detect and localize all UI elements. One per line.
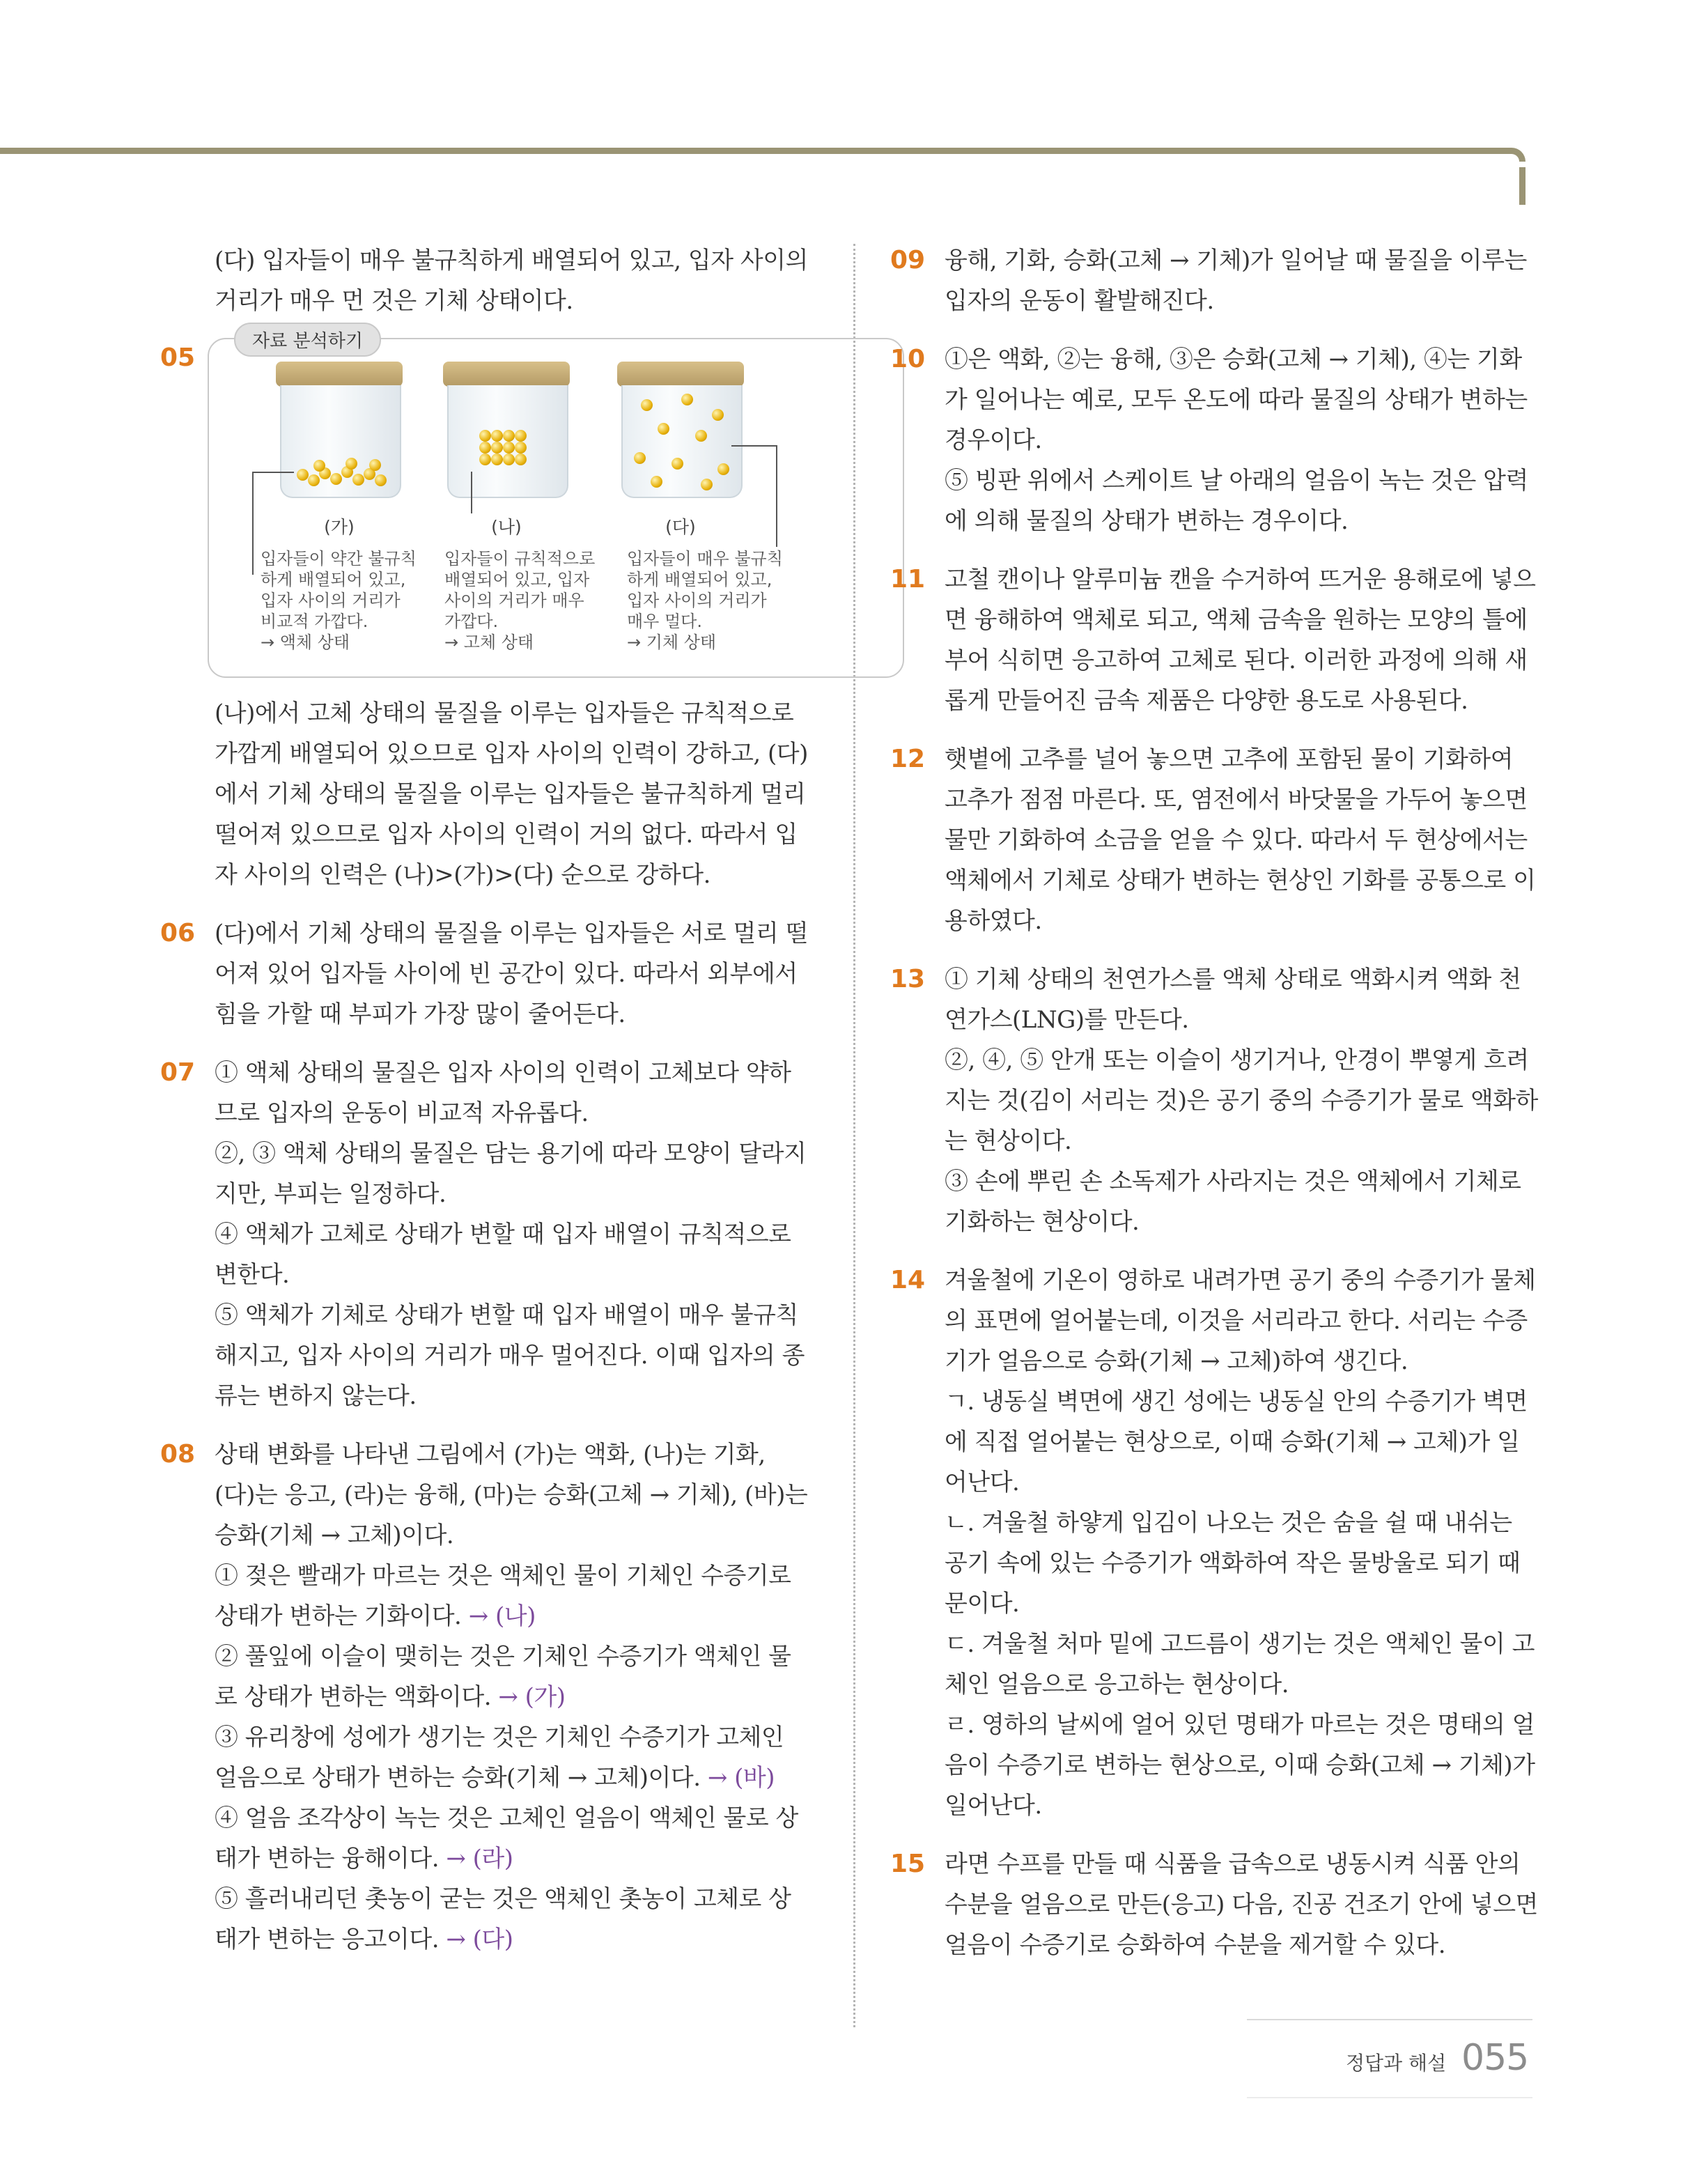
leader-line (252, 472, 254, 575)
desc-line: 가깝다. (444, 612, 499, 631)
answer-number: 11 (890, 565, 926, 594)
answer-line: 겨울철에 기온이 영하로 내려가면 공기 중의 수증기가 물체의 표면에 얼어붙는데, 이것을 서리라고 한다. 서리는 수증기가 얼음으로 승화(기체 → 고체)하여 생긴다. (945, 1267, 1536, 1375)
jar-label-na: (나) (491, 517, 522, 537)
jar-desc-na (444, 548, 595, 653)
particle (503, 430, 515, 442)
footer-rule-bottom (1247, 2097, 1532, 2098)
particle (346, 458, 357, 470)
desc-line: 사이의 거리가 매우 (444, 591, 584, 610)
particle (369, 459, 381, 471)
answer-line: ① 액체 상태의 물질은 입자 사이의 인력이 고체보다 약하므로 입자의 운동이 비교적 자유롭다. (215, 1059, 791, 1127)
desc-line: → 고체 상태 (444, 633, 534, 652)
answer-number: 06 (160, 919, 196, 947)
jar-solid (443, 362, 570, 498)
desc-line: 배열되어 있고, 입자 (444, 570, 590, 589)
particle (515, 454, 527, 465)
particle (479, 430, 491, 442)
answer-line (215, 1717, 808, 1798)
particle (479, 454, 491, 465)
particle (330, 473, 342, 485)
answer-line (215, 1798, 808, 1879)
answer-text: ② 풀잎에 이슬이 맺히는 것은 기체인 수증기가 액체인 물로 상태가 변하는 액화이다. (215, 1643, 791, 1711)
answer-line (215, 1556, 808, 1636)
answer-number: 07 (160, 1058, 196, 1087)
jar-desc-ga (261, 548, 417, 653)
data-analysis-figure (208, 331, 904, 678)
answer-10 (890, 339, 1538, 541)
answer-07 (160, 1053, 808, 1416)
answer-09 (890, 240, 1538, 321)
answer-line: ③ 손에 뿌린 손 소독제가 사라지는 것은 액체에서 기체로 기화하는 현상이다. (945, 1168, 1521, 1236)
answer-line: ①은 액화, ②는 융해, ③은 승화(고체 → 기체), ④는 기화가 일어나는 예로, 모두 온도에 따라 물질의 상태가 변하는 경우이다. (945, 346, 1528, 454)
particle (297, 469, 309, 481)
answer-06 (160, 913, 808, 1035)
leader-line (252, 472, 294, 473)
answer-number: 09 (890, 246, 926, 274)
jar-body (621, 385, 743, 498)
desc-line: 입자들이 약간 불규칙 (261, 549, 417, 568)
answer-tag: → (다) (446, 1926, 513, 1953)
answer-number: 05 (160, 343, 196, 372)
answer-number: 10 (890, 345, 926, 373)
desc-line: → 액체 상태 (261, 633, 350, 652)
answer-text: ⑤ 흘러내리던 촛농이 굳는 것은 액체인 촛농이 고체로 상태가 변하는 응고이다. (215, 1885, 791, 1953)
answer-number: 12 (890, 745, 926, 773)
particle (308, 474, 320, 486)
answer-text: ① 젖은 빨래가 마르는 것은 액체인 물이 기체인 수증기로 상태가 변하는 기화이다. (215, 1562, 791, 1630)
answer-line (215, 1879, 808, 1960)
particle (352, 474, 364, 486)
particle (503, 442, 515, 454)
answer-12 (890, 739, 1538, 941)
jar-liquid (276, 362, 403, 498)
answer-line: ① 기체 상태의 천연가스를 액체 상태로 액화시켜 액화 천연가스(LNG)를 만든다. (945, 966, 1521, 1034)
particle (641, 399, 653, 411)
answer-number: 08 (160, 1440, 196, 1469)
particle (701, 479, 713, 490)
answer-05 (160, 331, 808, 895)
desc-line: 하게 배열되어 있고, (261, 570, 406, 589)
right-column (890, 240, 1538, 1983)
jar-gas (617, 362, 744, 498)
figure-tag: 자료 분석하기 (234, 323, 381, 357)
answer-line: ②, ④, ⑤ 안개 또는 이슬이 생기거나, 안경이 뿌옇게 흐려지는 것(김이 서리는 것)은 공기 중의 수증기가 물로 액화하는 현상이다. (945, 1046, 1538, 1155)
desc-line: 비교적 가깝다. (261, 612, 368, 631)
footer-rule (1247, 2019, 1532, 2020)
jar-label-da: (다) (665, 517, 696, 537)
particle (491, 442, 503, 454)
particle (515, 442, 527, 454)
answer-11-text: 고철 캔이나 알루미늄 캔을 수거하여 뜨거운 용해로에 넣으면 융해하여 액체로 되고, 액체 금속을 원하는 모양의 틀에 부어 식히면 응고하여 고체로 된다. 이러한 과정에 의해 새롭게 만들어진 금속 제품은 다양한 용도로 사용된다. (945, 566, 1536, 715)
jar-body (447, 385, 568, 498)
particle (313, 460, 325, 472)
particle (712, 409, 724, 421)
left-column (160, 240, 808, 1978)
answer-12-text: 햇볕에 고추를 널어 놓으면 고추에 포함된 물이 기화하여 고추가 점점 마른다. 또, 염전에서 바닷물을 가두어 놓으면 물만 기화하여 소금을 얻을 수 있다. 따라서 두 현상에서는 액체에서 기체로 상태가 변하는 현상인 기화를 공통으로 이용하였다. (945, 745, 1536, 935)
answer-text: ③ 유리창에 성에가 생기는 것은 기체인 수증기가 고체인 얼음으로 상태가 변하는 승화(기체 → 고체)이다. (215, 1724, 784, 1792)
answer-number: 15 (890, 1850, 926, 1878)
answer-line: 상태 변화를 나타낸 그림에서 (가)는 액화, (나)는 기화, (다)는 응고, (라)는 융해, (마)는 승화(고체 → 기체), (바)는 승화(기체 → 고체)이다. (215, 1441, 808, 1549)
particle (695, 430, 707, 442)
particle (681, 394, 693, 405)
particle (717, 463, 729, 475)
jar-lid (276, 362, 403, 387)
answer-line: ④ 액체가 고체로 상태가 변할 때 입자 배열이 규칙적으로 변한다. (215, 1221, 791, 1289)
particle (479, 442, 491, 454)
answer-tag: → (가) (498, 1683, 566, 1711)
answer-09-text: 융해, 기화, 승화(고체 → 기체)가 일어날 때 물질을 이루는 입자의 운동이 활발해진다. (945, 247, 1527, 315)
answer-05-text: (나)에서 고체 상태의 물질을 이루는 입자들은 규칙적으로 가깝게 배열되어 있으므로 입자 사이의 인력이 강하고, (다)에서 기체 상태의 물질을 이루는 입자들은 불규칙하게 멀리 떨어져 있으므로 입자 사이의 인력이 거의 없다. 따라서 입자 사이의 인력은 (나)>(가)>(다) 순으로 강하다. (215, 699, 808, 889)
desc-line: 매우 멀다. (627, 612, 702, 631)
answer-number: 13 (890, 965, 926, 993)
leader-line (776, 445, 777, 547)
jar-label-ga: (가) (324, 517, 355, 537)
answer-13 (890, 959, 1538, 1242)
desc-line: 입자 사이의 거리가 (627, 591, 767, 610)
jar-lid (617, 362, 744, 387)
desc-line: 입자들이 매우 불규칙 (627, 549, 783, 568)
answer-06-text: (다)에서 기체 상태의 물질을 이루는 입자들은 서로 멀리 떨어져 있어 입자들 사이에 빈 공간이 있다. 따라서 외부에서 힘을 가할 때 부피가 가장 많이 줄어든다. (215, 920, 808, 1028)
answer-tag: → (나) (468, 1602, 536, 1630)
particle (491, 454, 503, 465)
leader-line (471, 472, 472, 513)
answer-line: ㄷ. 겨울철 처마 밑에 고드름이 생기는 것은 액체인 물이 고체인 얼음으로 응고하는 현상이다. (945, 1630, 1535, 1698)
header-rule (0, 148, 1525, 162)
particle (658, 423, 669, 435)
jar-lid (443, 362, 570, 387)
answer-line: ㄱ. 냉동실 벽면에 생긴 성에는 냉동실 안의 수증기가 벽면에 직접 얼어붙는 현상으로, 이때 승화(기체 → 고체)가 일어난다. (945, 1388, 1528, 1496)
particle (515, 430, 527, 442)
page-number: 055 (1461, 2037, 1529, 2079)
particle (375, 474, 387, 486)
desc-line: → 기체 상태 (627, 633, 717, 652)
desc-line: 하게 배열되어 있고, (627, 570, 773, 589)
leader-line (731, 445, 777, 447)
intro-block (160, 240, 808, 321)
jar-desc-da (627, 548, 783, 653)
desc-line: 입자 사이의 거리가 (261, 591, 401, 610)
answer-line: ⑤ 액체가 기체로 상태가 변할 때 입자 배열이 매우 불규칙해지고, 입자 사이의 거리가 매우 멀어진다. 이때 입자의 종류는 변하지 않는다. (215, 1301, 805, 1410)
jar-body (280, 385, 401, 498)
particle (634, 452, 646, 464)
answer-tag: → (바) (707, 1764, 775, 1792)
desc-line: 입자들이 규칙적으로 (444, 549, 596, 568)
answer-11 (890, 559, 1538, 721)
particle (651, 476, 662, 488)
header-rule-tail (1519, 167, 1525, 205)
answer-14 (890, 1260, 1538, 1826)
particle (671, 458, 683, 470)
answer-number: 14 (890, 1266, 926, 1294)
particle (491, 430, 503, 442)
answer-15-text: 라면 수프를 만들 때 식품을 급속으로 냉동시켜 식품 안의 수분을 얼음으로 만든(응고) 다음, 진공 건조기 안에 넣으면 얼음이 수증기로 승화하여 수분을 제거할 수 있다. (945, 1850, 1538, 1959)
answer-line: ㄹ. 영하의 날씨에 얼어 있던 명태가 마르는 것은 명태의 얼음이 수증기로 변하는 현상으로, 이때 승화(고체 → 기체)가 일어난다. (945, 1711, 1535, 1820)
answer-line: ②, ③ 액체 상태의 물질은 담는 용기에 따라 모양이 달라지지만, 부피는 일정하다. (215, 1140, 807, 1208)
answer-line: ㄴ. 겨울철 하얗게 입김이 나오는 것은 숨을 쉴 때 내쉬는 공기 속에 있는 수증기가 액화하여 작은 물방울로 되기 때문이다. (945, 1509, 1521, 1618)
footer-label: 정답과 해설 (1346, 2052, 1447, 2075)
answer-text: ④ 얼음 조각상이 녹는 것은 고체인 얼음이 액체인 물로 상태가 변하는 융해이다. (215, 1804, 798, 1873)
answer-15 (890, 1844, 1538, 1965)
answer-08 (160, 1434, 808, 1960)
intro-text: (다) 입자들이 매우 불규칙하게 배열되어 있고, 입자 사이의 거리가 매우 먼 것은 기체 상태이다. (215, 247, 808, 315)
particle (503, 454, 515, 465)
answer-line (215, 1636, 808, 1717)
answer-tag: → (라) (446, 1845, 513, 1873)
answer-line: ⑤ 빙판 위에서 스케이트 날 아래의 얼음이 녹는 것은 압력에 의해 물질의 상태가 변하는 경우이다. (945, 467, 1528, 535)
